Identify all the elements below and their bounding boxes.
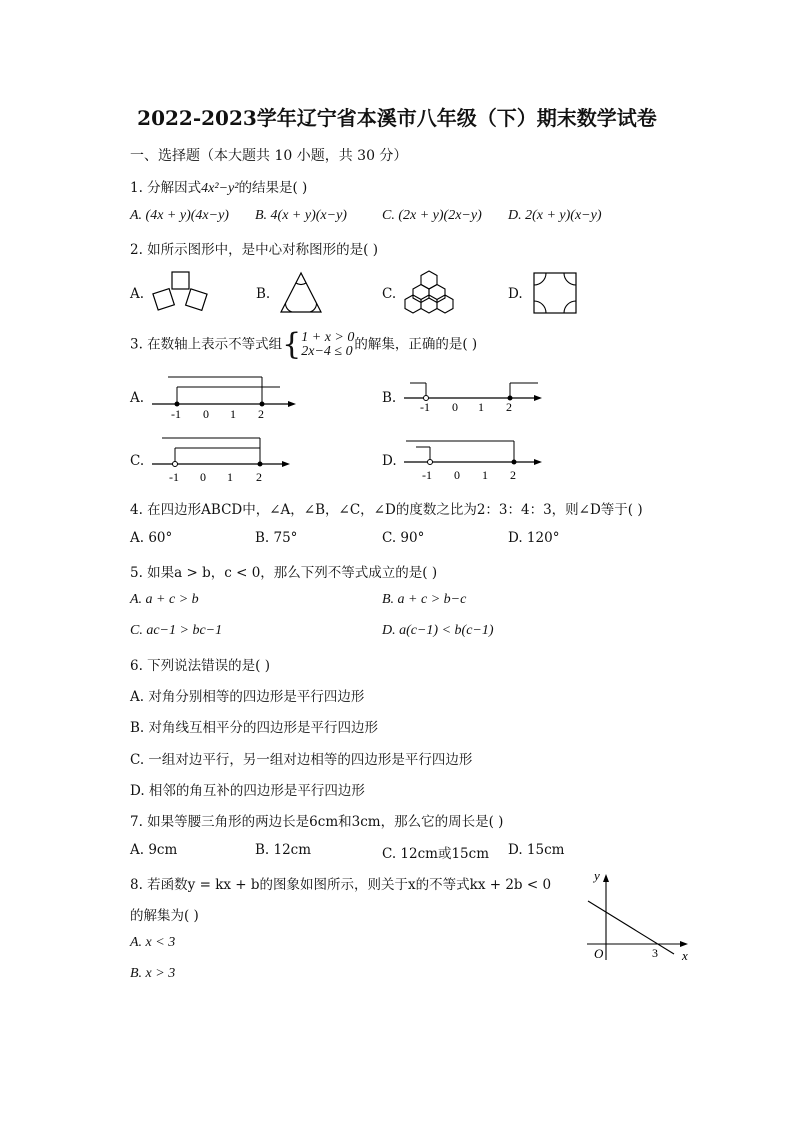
tick-label: -1 (169, 470, 179, 484)
tick-label: 1 (227, 470, 233, 484)
q4-option-b: B. 75° (255, 530, 298, 546)
number-line-c (150, 434, 300, 486)
q4-option-a: A. 60° (130, 530, 173, 546)
tick-label: 1 (482, 468, 488, 482)
q7-option-b: B. 12cm (255, 842, 312, 858)
y-axis-label: y (594, 868, 600, 883)
question-8-stem: 8. 若函数y = kx + b的图象如图所示，则关于x的不等式kx + 2b < 0 (130, 877, 552, 893)
q5-option-c: C. ac−1 > bc−1 (130, 623, 223, 638)
q2-option-a-label: A. (130, 286, 145, 302)
page-title: 2022-2023学年辽宁省本溪市八年级（下）期末数学试卷 (137, 106, 657, 130)
q6-option-a: A. 对角分别相等的四边形是平行四边形 (130, 689, 365, 705)
tick-label: 0 (452, 400, 458, 414)
question-8-stem-cont: 的解集为( ) (130, 908, 199, 924)
question-4-stem: 4. 在四边形ABCD中，∠A，∠B，∠C，∠D的度数之比为2：3：4：3，则∠D等于( ) (130, 502, 643, 518)
q2-option-d-label: D. (508, 286, 523, 302)
q4-option-d: D. 120° (508, 530, 560, 546)
three-squares-figure (148, 270, 212, 316)
q6-option-b: B. 对角线互相平分的四边形是平行四边形 (130, 720, 379, 736)
q5-option-d: D. a(c−1) < b(c−1) (382, 623, 494, 638)
q5-option-a: A. a + c > b (130, 592, 199, 607)
tick-label: 2 (510, 468, 516, 482)
q5-option-b: B. a + c > b−c (382, 592, 467, 607)
q1-option-b: B. 4(x + y)(x−y) (255, 208, 347, 223)
tick-label: 0 (203, 407, 209, 421)
q8-option-a: A. x < 3 (130, 935, 176, 950)
section-heading: 一、选择题（本大题共 10 小题，共 30 分） (130, 148, 408, 164)
tick-label: 0 (454, 468, 460, 482)
tick-label: -1 (422, 468, 432, 482)
triangle-arcs-figure (278, 270, 324, 316)
q3-option-b-label: B. (382, 390, 397, 406)
number-line-a (150, 372, 300, 424)
q1-option-c: C. (2x + y)(2x−y) (382, 208, 482, 223)
tick-label: 0 (200, 470, 206, 484)
question-1-stem: 1. 分解因式4x²−y²的结果是( ) (130, 180, 308, 196)
tick-label: 1 (478, 400, 484, 414)
tick-label: 1 (230, 407, 236, 421)
q1-option-a: A. (4x + y)(4x−y) (130, 208, 229, 223)
hexagons-figure (404, 268, 454, 316)
q1-option-d: D. 2(x + y)(x−y) (508, 208, 602, 223)
x-axis-label: x (682, 948, 688, 963)
q3-option-d-label: D. (382, 453, 397, 469)
tick-label: -1 (171, 407, 181, 421)
q6-option-c: C. 一组对边平行，另一组对边相等的四边形是平行四边形 (130, 752, 473, 768)
q6-option-d: D. 相邻的角互补的四边形是平行四边形 (130, 783, 365, 799)
x-tick-label: 3 (652, 946, 658, 960)
q4-option-c: C. 90° (382, 530, 425, 546)
tick-label: -1 (420, 400, 430, 414)
question-6-stem: 6. 下列说法错误的是( ) (130, 658, 270, 674)
linear-function-graph (582, 868, 694, 964)
q7-option-d: D. 15cm (508, 842, 565, 858)
question-2-stem: 2. 如所示图形中，是中心对称图形的是( ) (130, 242, 378, 258)
q7-option-a: A. 9cm (130, 842, 178, 858)
question-3-stem: 3. 在数轴上表示不等式组{1 + x > 0 2x−4 ≤ 0 的解集，正确的是( ) (130, 327, 478, 362)
number-line-b (402, 376, 548, 422)
origin-label: O (594, 946, 604, 961)
tick-label: 2 (256, 470, 262, 484)
q7-option-c: C. 12cm或15cm (382, 846, 490, 862)
square-quarter-arcs-figure (532, 272, 578, 314)
question-5-stem: 5. 如果a > b，c < 0，那么下列不等式成立的是( ) (130, 565, 438, 581)
question-7-stem: 7. 如果等腰三角形的两边长是6cm和3cm，那么它的周长是( ) (130, 814, 504, 830)
q8-option-b: B. x > 3 (130, 966, 176, 981)
tick-label: 2 (506, 400, 512, 414)
tick-label: 2 (258, 407, 264, 421)
q2-option-b-label: B. (256, 286, 271, 302)
number-line-d (402, 434, 548, 486)
q3-option-c-label: C. (130, 453, 145, 469)
q2-option-c-label: C. (382, 286, 397, 302)
q3-option-a-label: A. (130, 390, 145, 406)
